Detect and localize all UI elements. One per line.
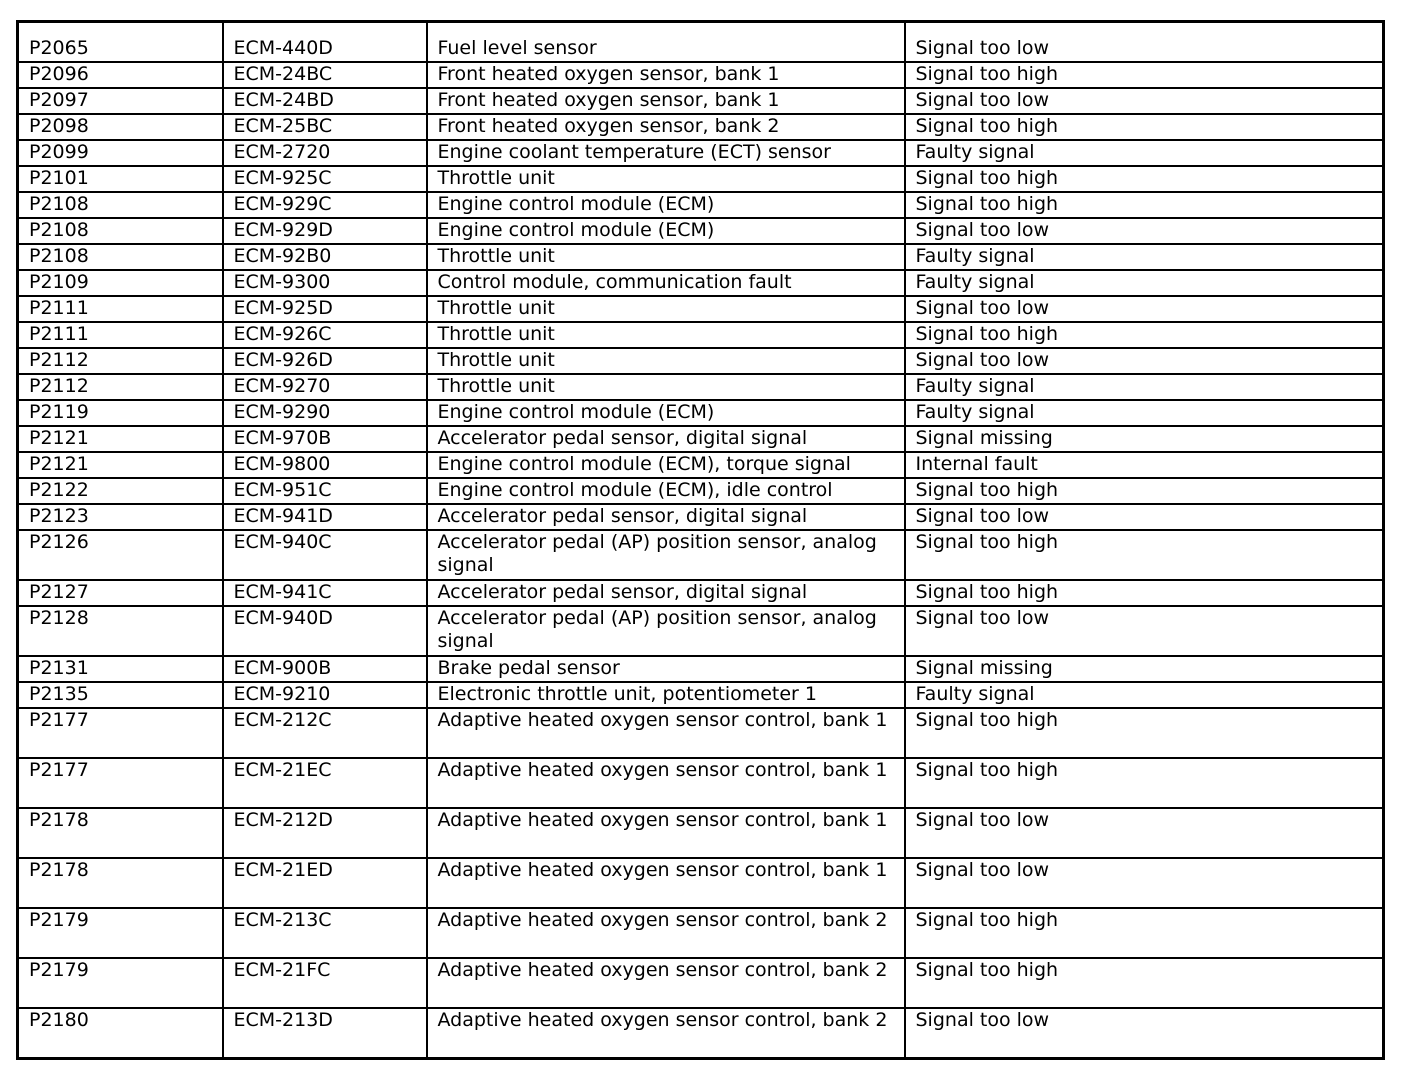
- dtc-code-cell: P2127: [18, 580, 223, 606]
- table-row: [18, 166, 1384, 192]
- component-cell: Adaptive heated oxygen sensor control, bank 1: [427, 758, 905, 808]
- dtc-code-cell: P2177: [18, 758, 223, 808]
- component-cell: Front heated oxygen sensor, bank 1: [427, 62, 905, 88]
- ecm-code-cell: ECM-21EC: [223, 758, 427, 808]
- table-row: [18, 858, 1384, 908]
- table-row: [18, 606, 1384, 656]
- dtc-code-cell: P2099: [18, 140, 223, 166]
- spacer-cell: [905, 22, 1384, 38]
- spacer-cell: [223, 22, 427, 38]
- dtc-code-cell: P2178: [18, 808, 223, 858]
- ecm-code-cell: ECM-2720: [223, 140, 427, 166]
- dtc-code-cell: P2065: [18, 37, 223, 62]
- dtc-code-cell: P2112: [18, 374, 223, 400]
- table-row: [18, 192, 1384, 218]
- table-row: [18, 808, 1384, 858]
- table-row: [18, 62, 1384, 88]
- dtc-code-cell: P2123: [18, 504, 223, 530]
- table-row: [18, 530, 1384, 580]
- table-row: [18, 400, 1384, 426]
- dtc-code-cell: P2098: [18, 114, 223, 140]
- table-row: [18, 88, 1384, 114]
- table-row: [18, 322, 1384, 348]
- status-cell: Signal too low: [905, 88, 1384, 114]
- table-row: [18, 758, 1384, 808]
- dtc-code-cell: P2108: [18, 218, 223, 244]
- table-row: [18, 1008, 1384, 1059]
- ecm-code-cell: ECM-926D: [223, 348, 427, 374]
- ecm-code-cell: ECM-24BD: [223, 88, 427, 114]
- status-cell: Signal too high: [905, 478, 1384, 504]
- dtc-code-cell: P2177: [18, 708, 223, 758]
- ecm-code-cell: ECM-24BC: [223, 62, 427, 88]
- component-cell: Engine control module (ECM): [427, 400, 905, 426]
- ecm-code-cell: ECM-9800: [223, 452, 427, 478]
- component-cell: Engine control module (ECM): [427, 218, 905, 244]
- status-cell: Faulty signal: [905, 140, 1384, 166]
- dtc-table: [16, 20, 1385, 1060]
- component-cell: Engine coolant temperature (ECT) sensor: [427, 140, 905, 166]
- spacer-cell: [427, 22, 905, 38]
- dtc-code-cell: P2131: [18, 656, 223, 682]
- component-cell: Front heated oxygen sensor, bank 1: [427, 88, 905, 114]
- dtc-code-cell: P2179: [18, 958, 223, 1008]
- component-cell: Adaptive heated oxygen sensor control, bank 2: [427, 1008, 905, 1059]
- dtc-code-cell: P2180: [18, 1008, 223, 1059]
- table-row: [18, 958, 1384, 1008]
- status-cell: Signal too low: [905, 37, 1384, 62]
- dtc-code-cell: P2109: [18, 270, 223, 296]
- table-row: [18, 374, 1384, 400]
- table-row: [18, 140, 1384, 166]
- dtc-code-cell: P2121: [18, 452, 223, 478]
- component-cell: Adaptive heated oxygen sensor control, bank 1: [427, 708, 905, 758]
- ecm-code-cell: ECM-941C: [223, 580, 427, 606]
- component-cell: Adaptive heated oxygen sensor control, bank 1: [427, 808, 905, 858]
- dtc-code-cell: P2096: [18, 62, 223, 88]
- component-cell: Accelerator pedal sensor, digital signal: [427, 504, 905, 530]
- component-cell: Throttle unit: [427, 374, 905, 400]
- ecm-code-cell: ECM-213C: [223, 908, 427, 958]
- table-row: [18, 504, 1384, 530]
- status-cell: Signal too high: [905, 530, 1384, 580]
- dtc-code-cell: P2179: [18, 908, 223, 958]
- dtc-code-cell: P2135: [18, 682, 223, 708]
- dtc-table-body: [18, 22, 1384, 1059]
- table-row: [18, 218, 1384, 244]
- dtc-code-cell: P2119: [18, 400, 223, 426]
- dtc-code-cell: P2101: [18, 166, 223, 192]
- dtc-code-cell: P2108: [18, 192, 223, 218]
- table-row: [18, 656, 1384, 682]
- status-cell: Signal too high: [905, 580, 1384, 606]
- spacer-cell: [18, 22, 223, 38]
- status-cell: Signal too high: [905, 958, 1384, 1008]
- status-cell: Signal too low: [905, 808, 1384, 858]
- status-cell: Faulty signal: [905, 682, 1384, 708]
- status-cell: Signal too low: [905, 218, 1384, 244]
- component-cell: Throttle unit: [427, 348, 905, 374]
- dtc-code-cell: P2178: [18, 858, 223, 908]
- component-cell: Throttle unit: [427, 322, 905, 348]
- ecm-code-cell: ECM-21ED: [223, 858, 427, 908]
- ecm-code-cell: ECM-929C: [223, 192, 427, 218]
- component-cell: Engine control module (ECM), torque signal: [427, 452, 905, 478]
- component-cell: Accelerator pedal (AP) position sensor, analog signal: [427, 606, 905, 656]
- dtc-code-cell: P2122: [18, 478, 223, 504]
- ecm-code-cell: ECM-92B0: [223, 244, 427, 270]
- status-cell: Signal too low: [905, 858, 1384, 908]
- ecm-code-cell: ECM-941D: [223, 504, 427, 530]
- component-cell: Electronic throttle unit, potentiometer 1: [427, 682, 905, 708]
- status-cell: Internal fault: [905, 452, 1384, 478]
- table-row: [18, 708, 1384, 758]
- ecm-code-cell: ECM-9210: [223, 682, 427, 708]
- component-cell: Accelerator pedal (AP) position sensor, analog signal: [427, 530, 905, 580]
- status-cell: Signal too high: [905, 908, 1384, 958]
- status-cell: Signal too high: [905, 166, 1384, 192]
- dtc-code-cell: P2126: [18, 530, 223, 580]
- status-cell: Signal too high: [905, 322, 1384, 348]
- status-cell: Signal too high: [905, 114, 1384, 140]
- component-cell: Adaptive heated oxygen sensor control, bank 2: [427, 908, 905, 958]
- ecm-code-cell: ECM-9290: [223, 400, 427, 426]
- component-cell: Brake pedal sensor: [427, 656, 905, 682]
- status-cell: Signal too low: [905, 504, 1384, 530]
- ecm-code-cell: ECM-21FC: [223, 958, 427, 1008]
- table-row: [18, 114, 1384, 140]
- table-row: [18, 426, 1384, 452]
- ecm-code-cell: ECM-440D: [223, 37, 427, 62]
- status-cell: Signal too low: [905, 296, 1384, 322]
- status-cell: Faulty signal: [905, 400, 1384, 426]
- table-row: [18, 244, 1384, 270]
- status-cell: Signal missing: [905, 656, 1384, 682]
- table-row: [18, 37, 1384, 62]
- ecm-code-cell: ECM-951C: [223, 478, 427, 504]
- table-row: [18, 296, 1384, 322]
- status-cell: Signal too high: [905, 62, 1384, 88]
- component-cell: Accelerator pedal sensor, digital signal: [427, 426, 905, 452]
- ecm-code-cell: ECM-925C: [223, 166, 427, 192]
- component-cell: Control module, communication fault: [427, 270, 905, 296]
- status-cell: Signal too low: [905, 348, 1384, 374]
- table-row: [18, 478, 1384, 504]
- ecm-code-cell: ECM-926C: [223, 322, 427, 348]
- table-row: [18, 908, 1384, 958]
- ecm-code-cell: ECM-212D: [223, 808, 427, 858]
- status-cell: Signal too low: [905, 606, 1384, 656]
- status-cell: Signal too high: [905, 192, 1384, 218]
- dtc-code-cell: P2112: [18, 348, 223, 374]
- ecm-code-cell: ECM-929D: [223, 218, 427, 244]
- ecm-code-cell: ECM-9270: [223, 374, 427, 400]
- dtc-code-cell: P2111: [18, 296, 223, 322]
- dtc-code-cell: P2121: [18, 426, 223, 452]
- ecm-code-cell: ECM-925D: [223, 296, 427, 322]
- component-cell: Adaptive heated oxygen sensor control, bank 2: [427, 958, 905, 1008]
- dtc-code-cell: P2128: [18, 606, 223, 656]
- component-cell: Adaptive heated oxygen sensor control, bank 1: [427, 858, 905, 908]
- table-row: [18, 270, 1384, 296]
- ecm-code-cell: ECM-9300: [223, 270, 427, 296]
- component-cell: Throttle unit: [427, 166, 905, 192]
- table-row: [18, 348, 1384, 374]
- table-row: [18, 682, 1384, 708]
- status-cell: Faulty signal: [905, 244, 1384, 270]
- status-cell: Signal missing: [905, 426, 1384, 452]
- status-cell: Faulty signal: [905, 374, 1384, 400]
- table-row: [18, 452, 1384, 478]
- ecm-code-cell: ECM-25BC: [223, 114, 427, 140]
- ecm-code-cell: ECM-900B: [223, 656, 427, 682]
- component-cell: Front heated oxygen sensor, bank 2: [427, 114, 905, 140]
- table-top-spacer: [18, 22, 1384, 38]
- ecm-code-cell: ECM-212C: [223, 708, 427, 758]
- component-cell: Engine control module (ECM), idle control: [427, 478, 905, 504]
- status-cell: Signal too high: [905, 758, 1384, 808]
- component-cell: Engine control module (ECM): [427, 192, 905, 218]
- table-row: [18, 580, 1384, 606]
- ecm-code-cell: ECM-940D: [223, 606, 427, 656]
- dtc-code-cell: P2111: [18, 322, 223, 348]
- ecm-code-cell: ECM-940C: [223, 530, 427, 580]
- component-cell: Fuel level sensor: [427, 37, 905, 62]
- status-cell: Signal too high: [905, 708, 1384, 758]
- status-cell: Faulty signal: [905, 270, 1384, 296]
- component-cell: Throttle unit: [427, 296, 905, 322]
- status-cell: Signal too low: [905, 1008, 1384, 1059]
- component-cell: Throttle unit: [427, 244, 905, 270]
- ecm-code-cell: ECM-213D: [223, 1008, 427, 1059]
- component-cell: Accelerator pedal sensor, digital signal: [427, 580, 905, 606]
- dtc-code-cell: P2097: [18, 88, 223, 114]
- dtc-code-cell: P2108: [18, 244, 223, 270]
- ecm-code-cell: ECM-970B: [223, 426, 427, 452]
